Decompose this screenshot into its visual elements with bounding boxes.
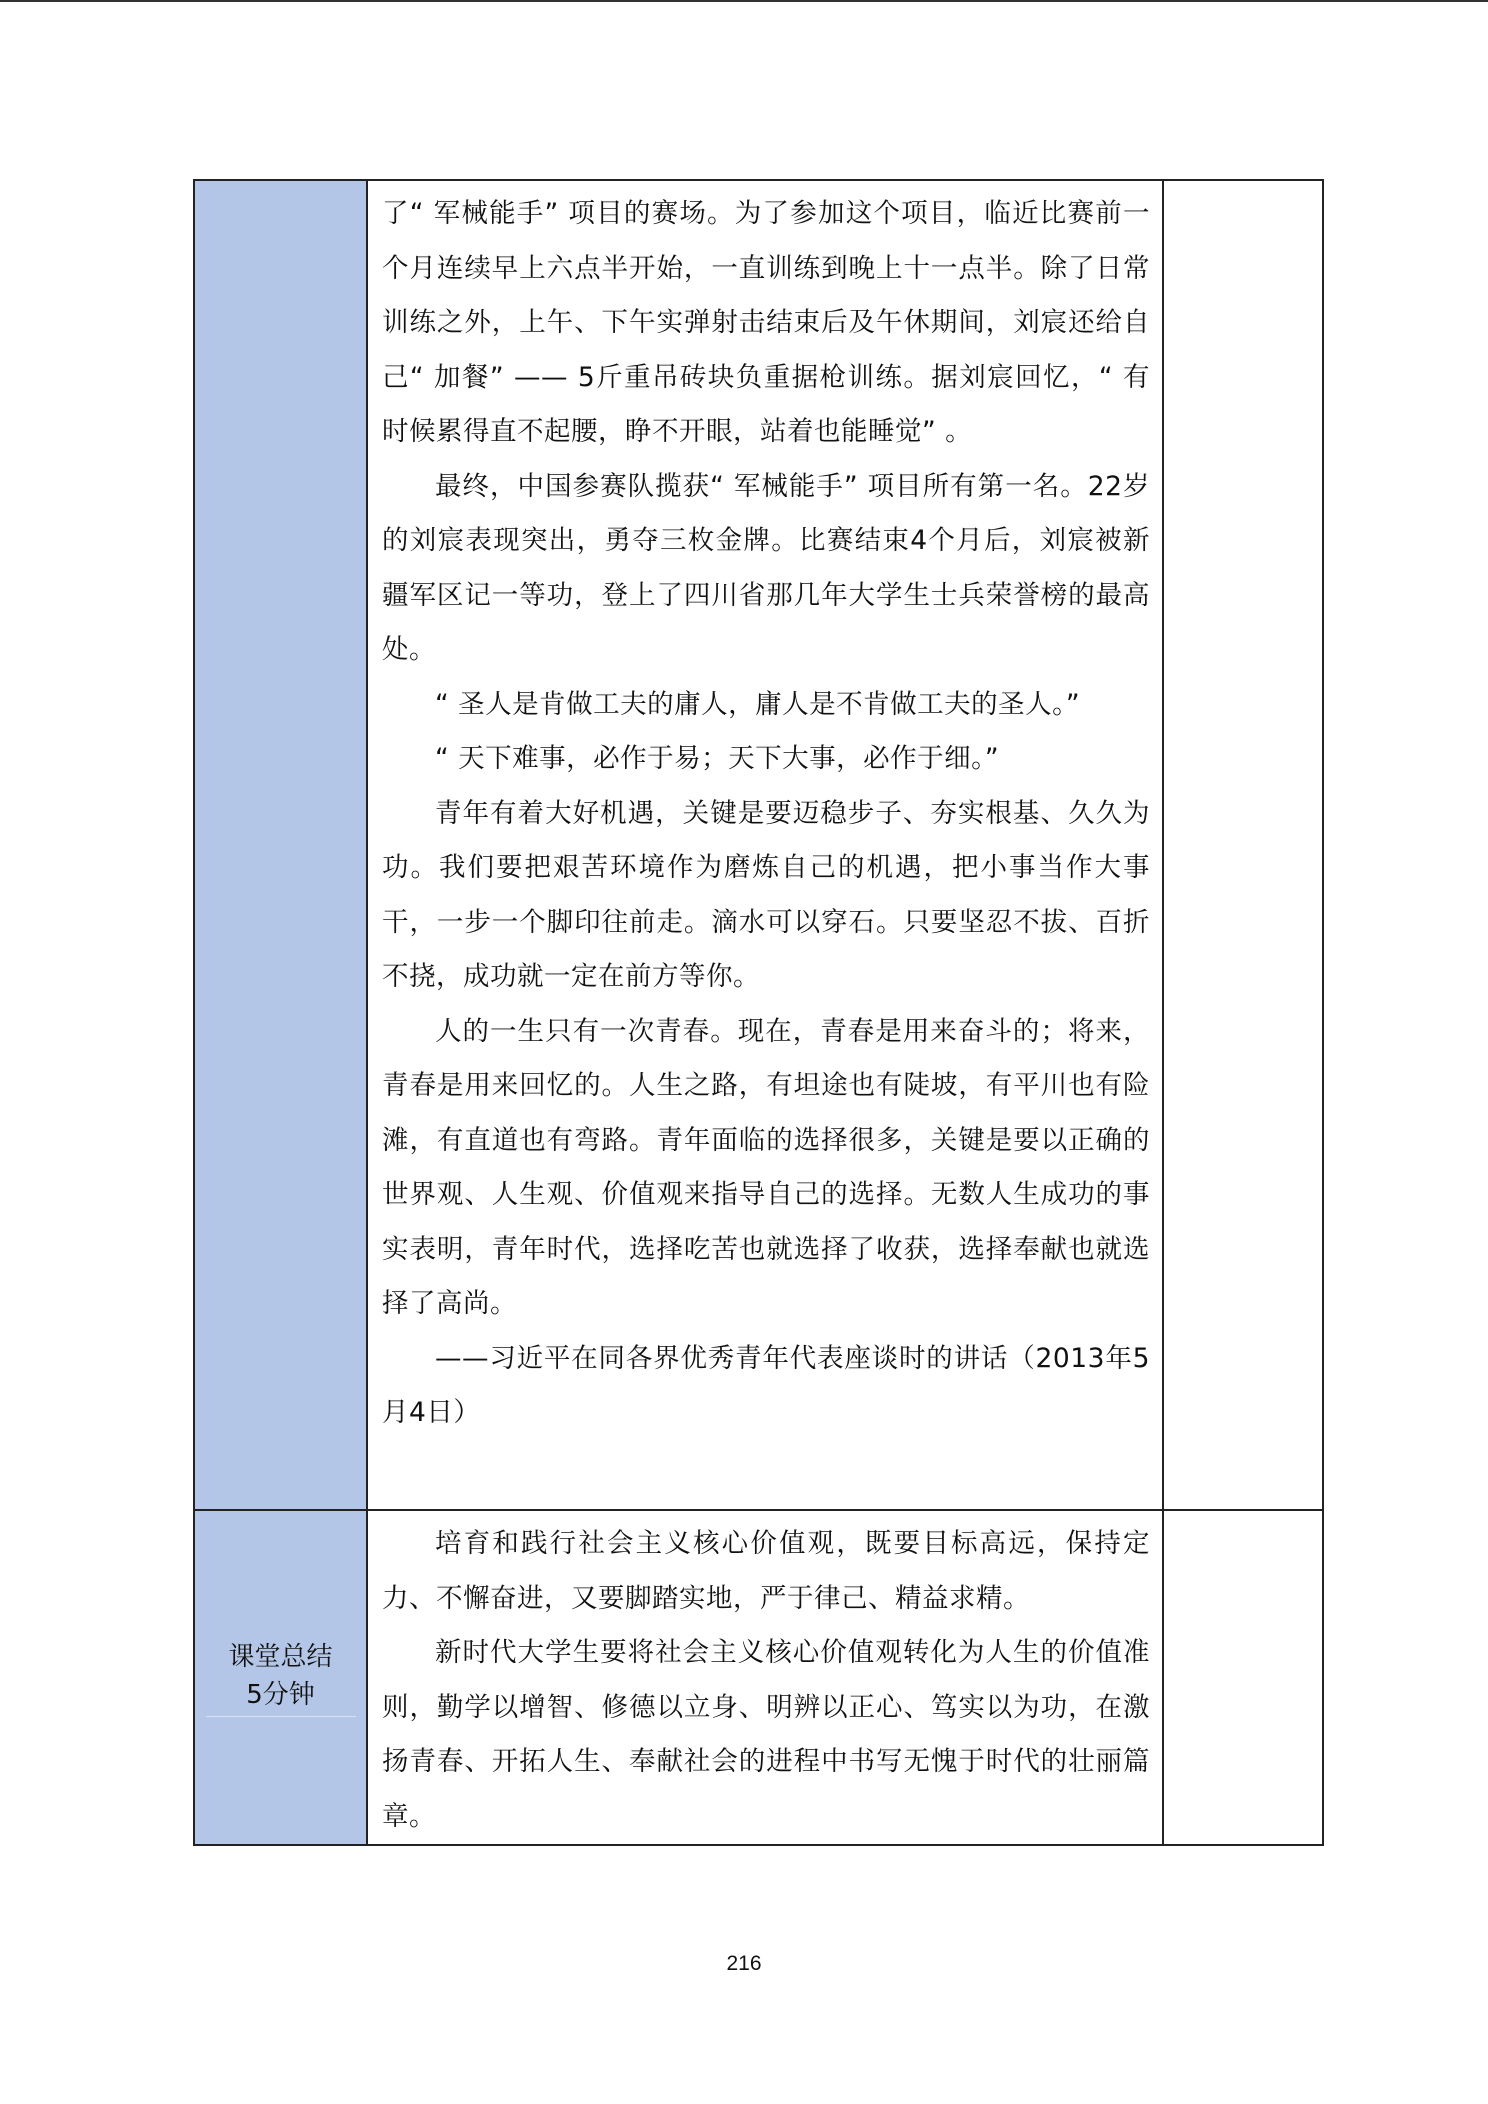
paragraph: 培育和践行社会主义核心价值观，既要目标高远，保持定力、不懈奋进，又要脚踏实地，严于律己、精益求精。	[382, 1528, 1150, 1614]
paragraph: 人的一生只有一次青春。现在，青春是用来奋斗的；将来，青春是用来回忆的。人生之路，有坦途也有陡坡，有平川也有险滩，有直道也有弯路。青年面临的选择很多，关键是要以正确的世界观、人生观、价值观来指导自己的选择。无数人生成功的事实表明，青年时代，选择吃苦也就选择了收获，选择奉献也就选择了高尚。	[382, 1015, 1150, 1319]
paragraph: 了“ 军械能手” 项目的赛场。为了参加这个项目，临近比赛前一个月连续早上六点半开始，一直训练到晚上十一点半。除了日常训练之外，上午、下午实弹射击结束后及午休期间，刘宸还给自己“ 加餐” —— 5斤重吊砖块负重据枪训练。据刘宸回忆，“ 有时候累得直不起腰，睁不开眼，站着也能睡觉” 。	[382, 198, 1150, 447]
paragraph: 青年有着大好机遇，关键是要迈稳步子、夯实根基、久久为功。我们要把艰苦环境作为磨炼自己的机遇，把小事当作大事干，一步一个脚印往前走。滴水可以穿石。只要坚忍不拔、百折不挠，成功就一定在前方等你。	[382, 797, 1150, 992]
paragraph: 最终，中国参赛队揽获“ 军械能手” 项目所有第一名。22岁的刘宸表现突出，勇夺三枚金牌。比赛结束4个月后，刘宸被新疆军区记一等功，登上了四川省那几年大学生士兵荣誉榜的最高处。	[382, 470, 1150, 665]
notes-cell	[1163, 180, 1323, 1510]
stage-label	[206, 1638, 356, 1717]
lesson-plan-table	[193, 179, 1324, 1846]
content-cell	[367, 1510, 1163, 1845]
paragraph: 新时代大学生要将社会主义核心价值观转化为人生的价值准则，勤学以增智、修德以立身、明辨以正心、笃实以为功，在激扬青春、开拓人生、奉献社会的进程中书写无愧于时代的壮丽篇章。	[382, 1637, 1150, 1832]
table-row	[194, 1510, 1323, 1845]
quote-paragraph: “ 圣人是肯做工夫的庸人，庸人是不肯做工夫的圣人。”	[435, 688, 1081, 720]
page-number: 216	[726, 1952, 762, 1975]
stage-label-title: 课堂总结	[228, 1642, 333, 1672]
quote-paragraph: “ 天下难事，必作于易；天下大事，必作于细。”	[435, 743, 1000, 774]
notes-cell	[1163, 1510, 1323, 1845]
page-top-border	[0, 0, 1488, 2]
table-row	[194, 180, 1323, 1510]
content-cell	[367, 180, 1163, 1510]
citation-paragraph: ——习近平在同各界优秀青年代表座谈时的讲话（2013年5月4日）	[382, 1342, 1150, 1428]
stage-label-duration: 5分钟	[246, 1680, 315, 1710]
stage-label-cell	[194, 1510, 367, 1845]
stage-label-cell	[194, 180, 367, 1510]
